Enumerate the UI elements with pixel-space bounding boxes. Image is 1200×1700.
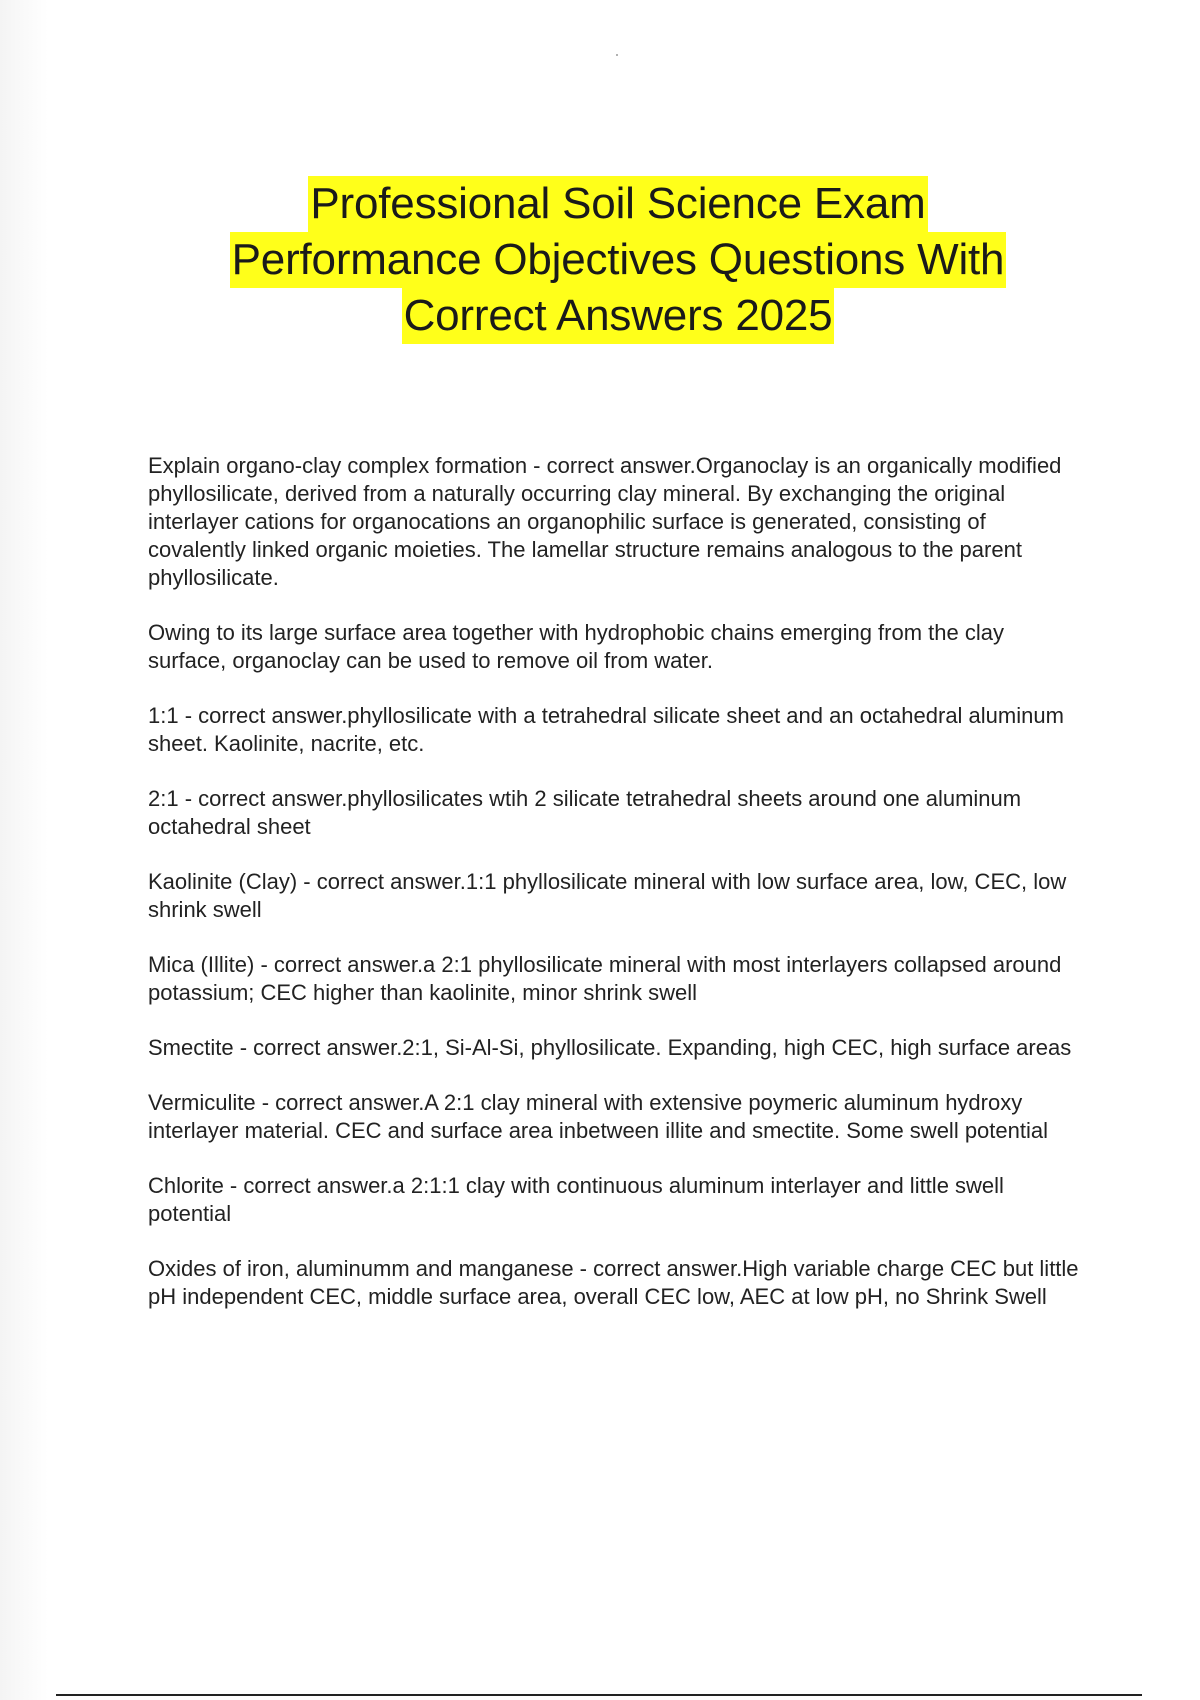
qa-entry-organoclay-oil: Owing to its large surface area together with hydrophobic chains emerging from the clay surface, organoclay can be used to remove oil from water. [148,620,1004,673]
qa-entry-smectite: Smectite - correct answer.2:1, Si-Al-Si, phyllosilicate. Expanding, high CEC, high surface areas [148,1035,1072,1060]
scan-speck [616,54,618,56]
qa-entry-vermiculite: Vermiculite - correct answer.A 2:1 clay mineral with extensive poymeric aluminum hydroxy interlayer material. CEC and surface area inbetween illite and smectite. Some swell potential [148,1090,1048,1143]
bottom-divider [56,1694,1142,1696]
document-title [0,176,1200,344]
title-line-2: Performance Objectives Questions With [230,232,1007,288]
qa-entry-mica: Mica (Illite) - correct answer.a 2:1 phyllosilicate mineral with most interlayers collapsed around potassium; CEC higher than kaolinite, minor shrink swell [148,952,1062,1005]
qa-entry-1-1: 1:1 - correct answer.phyllosilicate with a tetrahedral silicate sheet and an octahedral aluminum sheet. Kaolinite, nacrite, etc. [148,703,1064,756]
qa-entry-2-1: 2:1 - correct answer.phyllosilicates wtih 2 silicate tetrahedral sheets around one aluminum octahedral sheet [148,786,1022,839]
qa-entry-chlorite: Chlorite - correct answer.a 2:1:1 clay with continuous aluminum interlayer and little swell potential [148,1173,1004,1226]
qa-entry-kaolinite: Kaolinite (Clay) - correct answer.1:1 phyllosilicate mineral with low surface area, low, CEC, low shrink swell [148,869,1067,922]
title-line-1: Professional Soil Science Exam [308,176,927,232]
qa-list [148,452,1088,1338]
qa-entry-organo-clay: Explain organo-clay complex formation - correct answer.Organoclay is an organically modified phyllosilicate, derived from a naturally occurring clay mineral. By exchanging the original interlayer cations for organocations an organophilic surface is generated, consisting of covalently linked organic moieties. The lamellar structure remains analogous to the parent phyllosilicate. [148,453,1062,590]
title-line-3: Correct Answers 2025 [402,288,835,344]
qa-entry-oxides: Oxides of iron, aluminumm and manganese - correct answer.High variable charge CEC but little pH independent CEC, middle surface area, overall CEC low, AEC at low pH, no Shrink Swell [148,1256,1079,1309]
